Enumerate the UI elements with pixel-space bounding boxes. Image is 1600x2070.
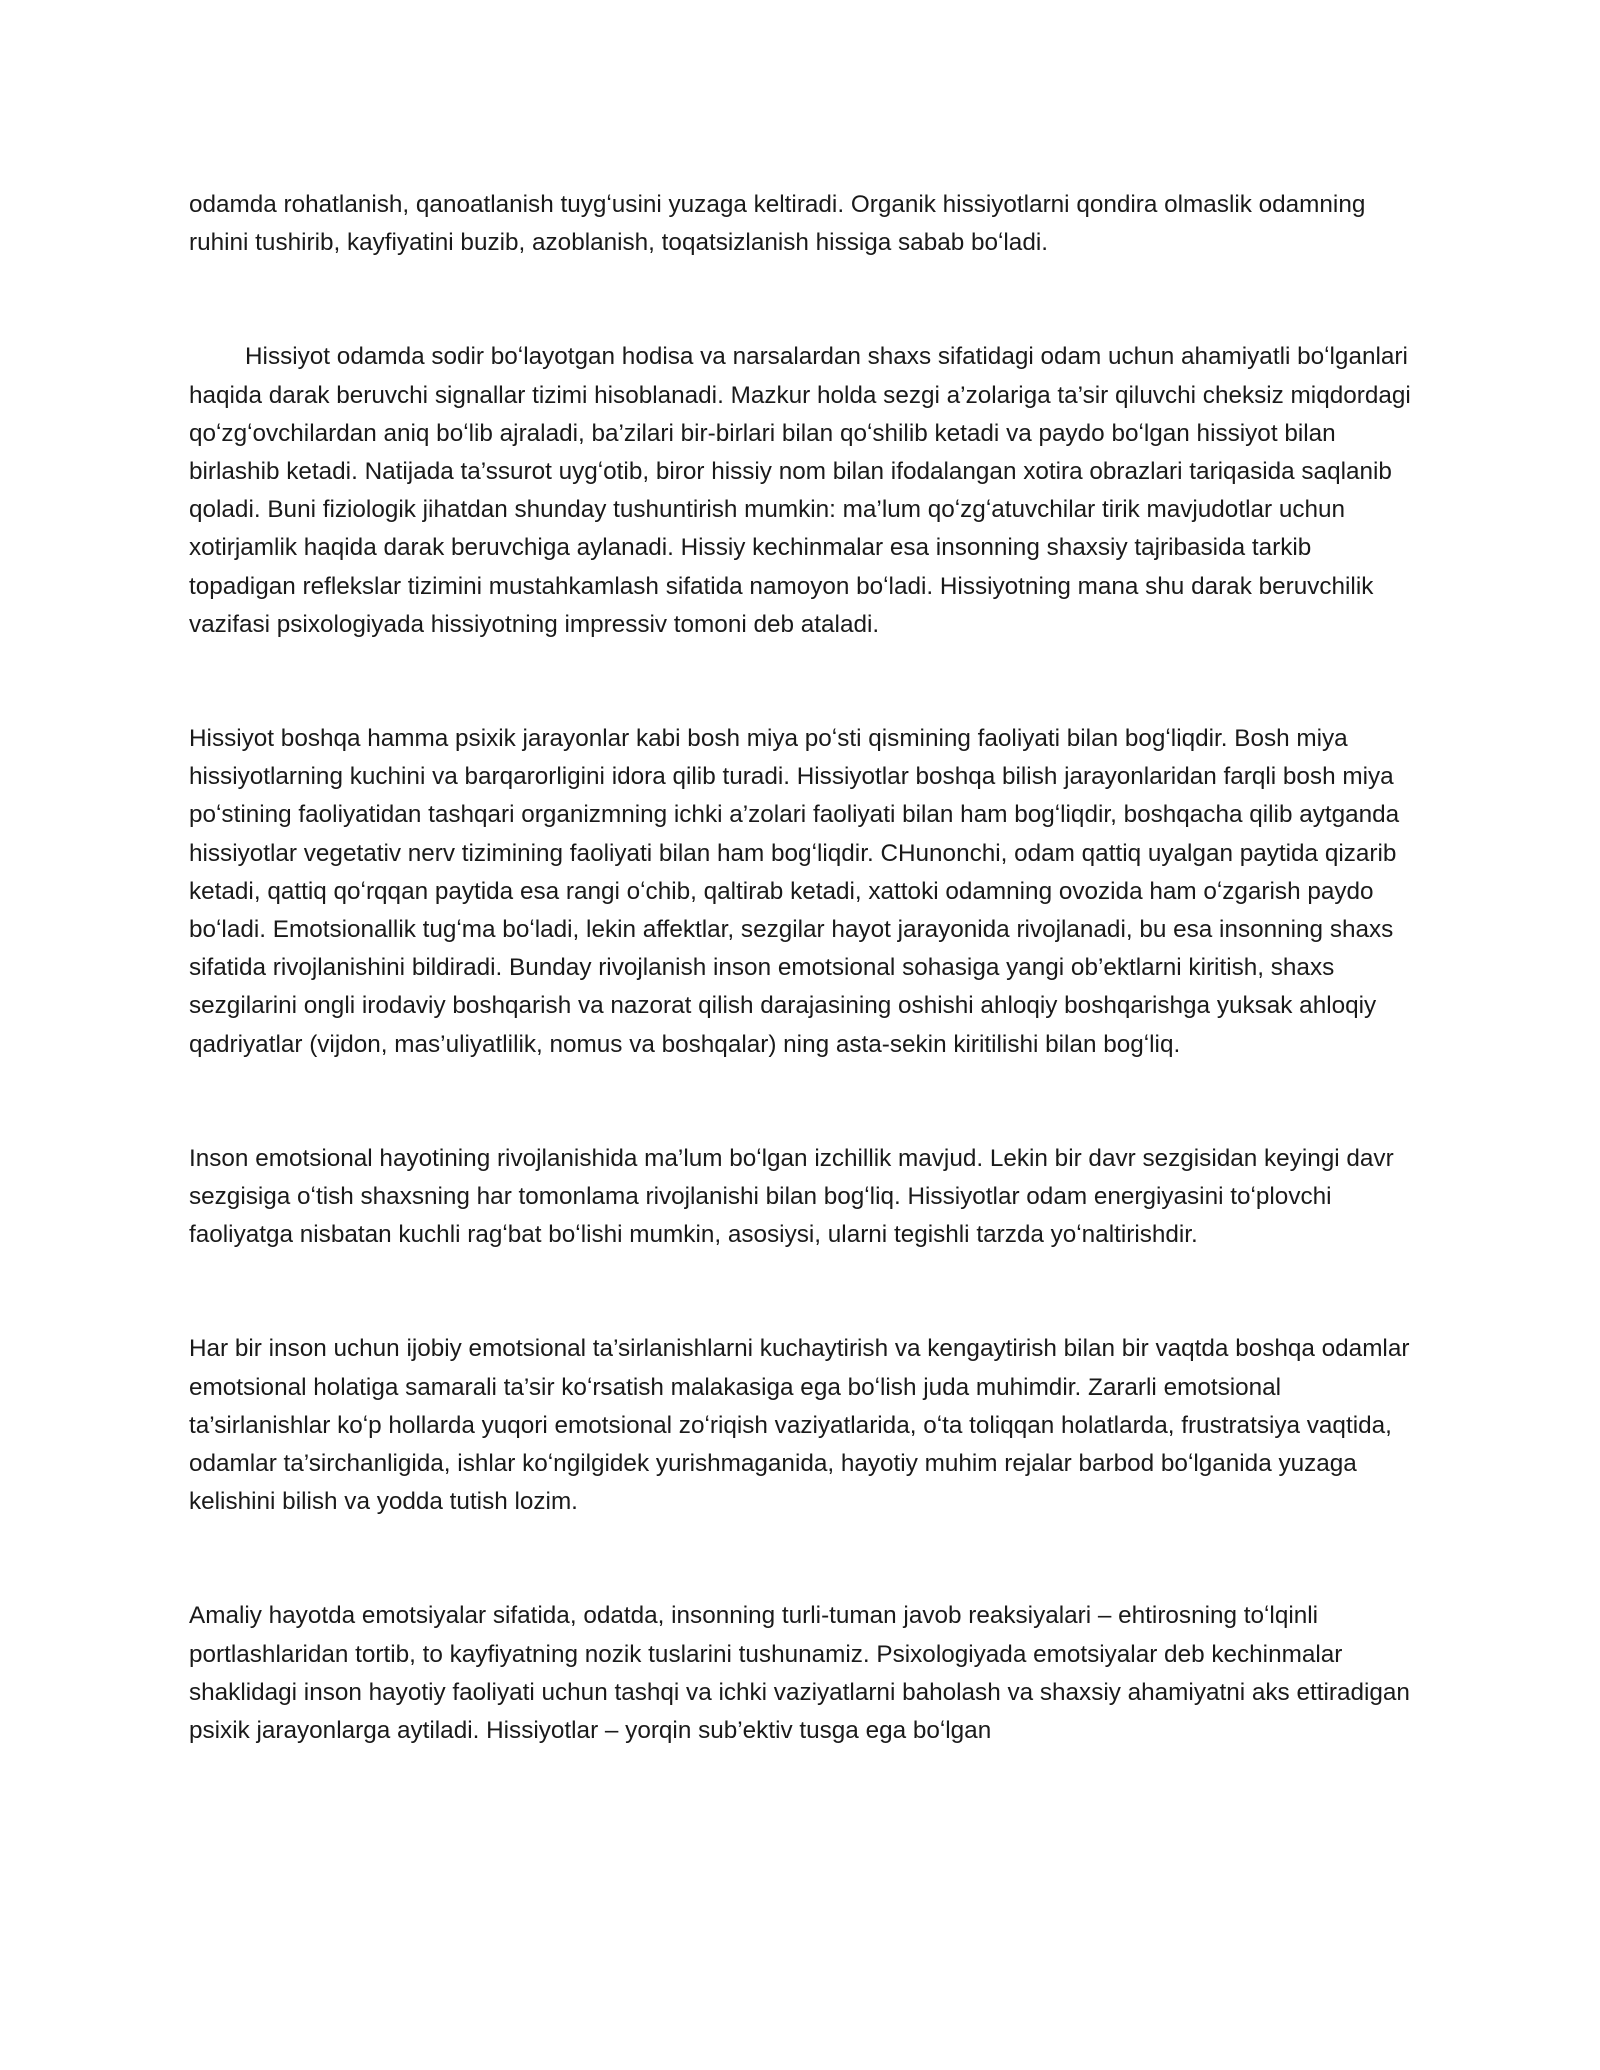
paragraph-3: Hissiyot boshqa hamma psixik jarayonlar kabi bosh miya poʻsti qismining faoliyati bilan bogʻliqdir. Bosh miya hissiyotlarning kuchini va barqarorligini idora qilib turadi. Hissiyotlar boshqa bilish jarayonlaridan farqli bosh miya poʻstining faoliyatidan tashqari organizmning ichki a’zolari faoliyati bilan ham bogʻliqdir, boshqacha qilib aytganda hissiyotlar vegetativ nerv tizimining faoliyati bilan ham bogʻliqdir. CHunonchi, odam qattiq uyalgan paytida qizarib ketadi, qattiq qoʻrqqan paytida esa rangi oʻchib, qaltirab ketadi, xattoki odamning ovozida ham oʻzgarish paydo boʻladi. Emotsionallik tugʻma boʻladi, lekin affektlar, sezgilar hayot jarayonida rivojlanadi, bu esa insonning shaxs sifatida rivojlanishini bildiradi. Bunday rivojlanish inson emotsional sohasiga yangi ob’ektlarni kiritish, shaxs sezgilarini ongli irodaviy boshqarish va nazorat qilish darajasining oshishi ahloqiy boshqarishga yuksak ahloqiy qadriyatlar (vijdon, mas’uliyatlilik, nomus va boshqalar) ning asta-sekin kiritilishi bilan bogʻliq. (189, 725, 1400, 1058)
paragraph-6: Amaliy hayotda emotsiyalar sifatida, odatda, insonning turli-tuman javob reaksiyalari – ehtirosning toʻlqinli portlashlaridan tortib, to kayfiyatning nozik tuslarini tushunamiz. Psixologiyada emotsiyalar deb kechinmalar shaklidagi inson hayotiy faoliyati uchun tashqi va ichki vaziyatlarni baholash va shaxsiy ahamiyatni aks ettiradigan psixik jarayonlarga aytiladi. Hissiyotlar – yorqin sub’ektiv tusga ega boʻlgan (189, 1602, 1410, 1745)
paragraph-5: Har bir inson uchun ijobiy emotsional ta’sirlanishlarni kuchaytirish va kengaytirish bilan bir vaqtda boshqa odamlar emotsional holatiga samarali ta’sir koʻrsatish malakasiga ega boʻlish juda muhimdir. Zararli emotsional ta’sirlanishlar koʻp hollarda yuqori emotsional zoʻriqish vaziyatlarida, oʻta toliqqan holatlarda, frustratsiya vaqtida, odamlar ta’sirchanligida, ishlar koʻngilgidek yurishmaganida, hayotiy muhim rejalar barbod boʻlganida yuzaga kelishini bilish va yodda tutish lozim. (189, 1335, 1410, 1516)
paragraph-1: odamda rohatlanish, qanoatlanish tuygʻusini yuzaga keltiradi. Organik hissiyotlarni qondira olmaslik odamning ruhini tushirib, kayfiyatini buzib, azoblanish, toqatsizlanish hissiga sabab boʻladi. (189, 191, 1366, 257)
document-body (189, 186, 1414, 1750)
paragraph-4: Inson emotsional hayotining rivojlanishida ma’lum boʻlgan izchillik mavjud. Lekin bir davr sezgisidan keyingi davr sezgisiga oʻtish shaxsning har tomonlama rivojlanishi bilan bogʻliq. Hissiyotlar odam energiyasini toʻplovchi faoliyatga nisbatan kuchli ragʻbat boʻlishi mumkin, asosiysi, ularni tegishli tarzda yoʻnaltirishdir. (189, 1144, 1394, 1249)
paragraph-2: Hissiyot odamda sodir boʻlayotgan hodisa va narsalardan shaxs sifatidagi odam uchun ahamiyatli boʻlganlari haqida darak beruvchi signallar tizimi hisoblanadi. Mazkur holda sezgi a’zolariga ta’sir qiluvchi cheksiz miqdordagi qoʻzgʻovchilardan aniq boʻlib ajraladi, ba’zilari bir-birlari bilan qoʻshilib ketadi va paydo boʻlgan hissiyot bilan birlashib ketadi. Natijada ta’ssurot uygʻotib, biror hissiy nom bilan ifodalangan xotira obrazlari tariqasida saqlanib qoladi. Buni fiziologik jihatdan shunday tushuntirish mumkin: ma’lum qoʻzgʻatuvchilar tirik mavjudotlar uchun xotirjamlik haqida darak beruvchiga aylanadi. Hissiy kechinmalar esa insonning shaxsiy tajribasida tarkib topadigan reflekslar tizimini mustahkamlash sifatida namoyon boʻladi. Hissiyotning mana shu darak beruvchilik vazifasi psixologiyada hissiyotning impressiv tomoni deb ataladi. (189, 343, 1411, 638)
